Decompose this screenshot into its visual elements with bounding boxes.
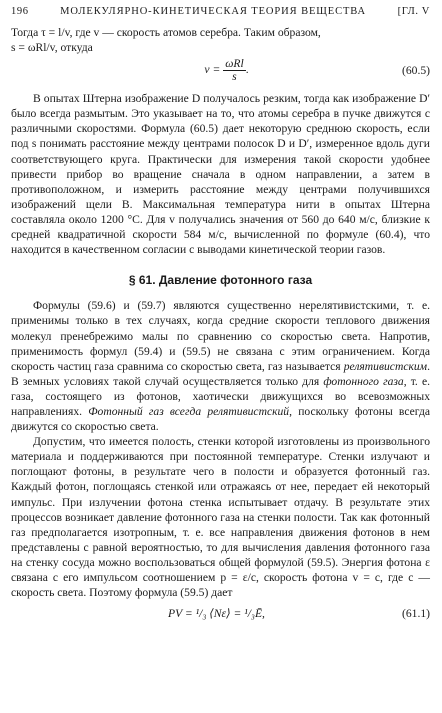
running-head bbox=[11, 4, 430, 20]
page-number: 196 bbox=[11, 6, 29, 17]
term-relativistic: релятивистским bbox=[343, 359, 428, 373]
chapter-label: [ГЛ. V bbox=[397, 6, 430, 17]
running-title: МОЛЕКУЛЯРНО-КИНЕТИЧЕСКАЯ ТЕОРИЯ ВЕЩЕСТВА bbox=[60, 6, 367, 17]
equation-60-5-fraction bbox=[223, 58, 246, 83]
paragraph-formulas-e: , т. е. газа, состоящего из фотонов, хаотически движущихся во всевозможных направлениях. bbox=[11, 374, 430, 418]
paragraph-formulas-c: . В земных условиях такой случай осуществляется только для bbox=[11, 359, 430, 388]
equation-61-1-formula: PV = ¹/₃ ⟨Nε⟩ = ¹/₃Ē, bbox=[168, 606, 265, 620]
paragraph-stern: В опытах Штерна изображение D получалось резким, тогда как изображение D′ было всегда размытым. Это указывает на то, что атомы серебра в пучке движутся с различными скоростями. Формула (60.5) дает некоторую среднюю скорость, если под s понимать расстояние между центрами полосок D и D′, измеренное вдоль дуги соответствующего круга. Практически для измерения такой скорости удобнее привести прибор во вращение сначала в одном направлении, а затем в противоположном, и измерить расстояние между центрами получившихся изображений щели B. Максимальная температура нити в опытах Штерна составляла около 1200 °С. Для v получались значения от 560 до 640 м/с, близкие к средней квадратичной скорости 584 м/с, вычисленной по формуле (60.4), что находится в качественном согласии с выводами кинетической теории газов. bbox=[11, 92, 430, 257]
intro-line-2: s = ωRl/v, откуда bbox=[11, 41, 93, 55]
equation-60-5-denominator: s bbox=[232, 69, 237, 83]
equation-60-5-lhs: v = bbox=[204, 62, 221, 76]
equation-60-5-formula bbox=[11, 58, 382, 83]
equation-60-5 bbox=[11, 55, 430, 85]
intro-line-1: Тогда τ = l/v, где v — скорость атомов серебра. Таким образом, bbox=[11, 26, 321, 39]
section-heading: § 61. Давление фотонного газа bbox=[128, 273, 313, 288]
term-photon-gas: фотонного газа bbox=[323, 374, 404, 388]
equation-60-5-numerator: ωRl bbox=[225, 56, 244, 70]
equation-61-1 bbox=[11, 602, 430, 624]
paragraph-photon-cavity: Допустим, что имеется полость, стенки которой изготовлены из произвольного материала и поддерживаются при постоянной температуре. Стенки излучают и поглощают фотоны, в результате чего в полости и образуется фотонный газ. Каждый фотон, поглощаясь стенкой или отражаясь от нее, передает ей некоторый импульс. При излучении фотона стенка испытывает отдачу. В результате этих процессов возникает давление фотонного газа на стенки полости. Так как фотонный газ предполагается изотропным, т. е. все направления движения фотонов в нем представлены с равной вероятностью, то для вычисления давления фотонного газа на стенку сосуда можно воспользоваться общей формулой (59.5). Энергия фотона ε связана с его импульсом соотношением p = ε/c, скорость фотона v = c, где c — скорость света. Поэтому формула (59.5) дает bbox=[11, 435, 430, 600]
paragraph-formulas-a: Формулы (59.6) и (59.7) являются существенно нерелятивистскими, т. е. применимы только в тех случаях, когда средние скорости теплового движения молекул пренебрежимо малы по сравнению со скоростью света. Напротив, применимость формул (59.4) и (59.5) не связана с этим ограничением. Когда скорость частиц газа сравнима со скоростью света, газ называется bbox=[11, 299, 430, 373]
equation-60-5-number: (60.5) bbox=[401, 63, 430, 77]
statement-photon-gas-relativistic: Фотонный газ всегда релятивистский bbox=[88, 404, 290, 418]
paragraph-formulas-g: , поскольку фотоны всегда движутся со скоростью света. bbox=[11, 404, 430, 434]
equation-60-5-tail: . bbox=[245, 62, 249, 76]
equation-61-1-number: (61.1) bbox=[401, 606, 430, 620]
paragraph-formulas bbox=[11, 298, 430, 434]
